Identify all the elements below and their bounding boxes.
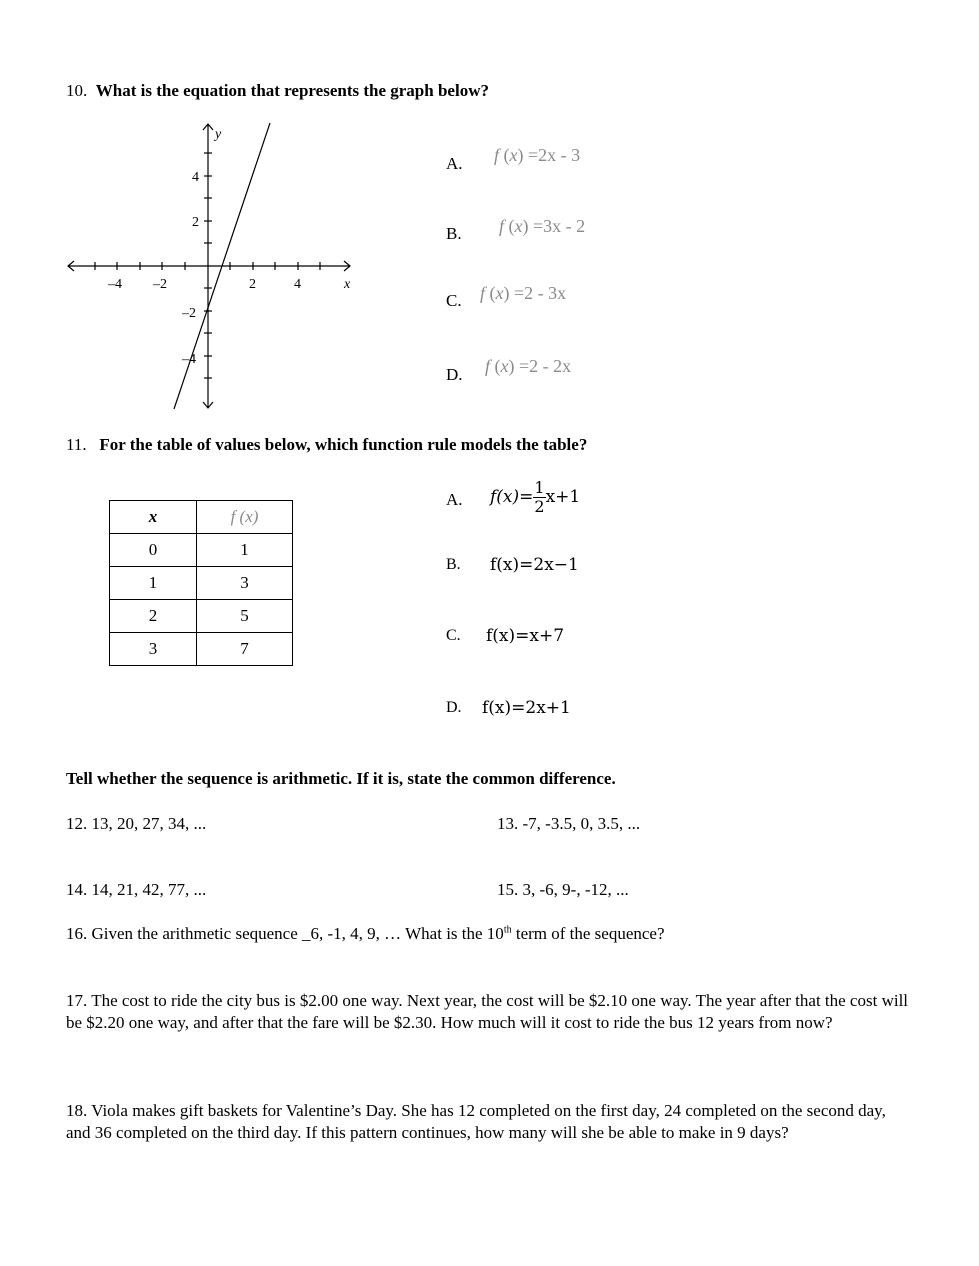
table-cell: 1 [110, 567, 197, 600]
q12-text: 12. 13, 20, 27, 34, ... [66, 814, 207, 833]
table-row [110, 567, 293, 600]
table-header-x: x [110, 501, 197, 534]
choice-letter: A. [446, 154, 463, 173]
choice-letter: D. [446, 699, 462, 716]
y-tick-label: –2 [182, 306, 196, 321]
q10-choice-a[interactable] [446, 154, 463, 174]
q17-text: 17. The cost to ride the city bus is $2.00 one way. Next year, the cost will be $2.10 one way. The year after that the cost will be $2.20 one way, and after that the fare will be $2.30. How much will it cost to ride the bus 12 years from now? [66, 991, 909, 1032]
q10-choice-b-equation: f (x) =3x - 2 [499, 216, 586, 236]
section-heading: Tell whether the sequence is arithmetic. If it is, state the common difference. [66, 769, 616, 788]
table-cell: 3 [197, 567, 293, 600]
choice-letter: C. [446, 291, 462, 310]
y-axis-label: y [215, 127, 222, 142]
q13-text: 13. -7, -3.5, 0, 3.5, ... [497, 814, 641, 833]
table-cell: 7 [197, 633, 293, 666]
q11-choice-a-equation: f(x)= $\frac{1}{2}$ x+1 [490, 478, 581, 516]
q10-choice-c[interactable] [446, 291, 462, 311]
q16-text: 16. Given the arithmetic sequence _6, -1, 4, 9, … What is the 10th term of the sequence? [66, 924, 665, 943]
q10-choice-b[interactable] [446, 224, 462, 244]
q11-number: 11. [66, 435, 87, 454]
q10-choice-d[interactable] [446, 365, 463, 385]
table-row [110, 534, 293, 567]
choice-letter: A. [446, 490, 463, 509]
q11-choice-d-equation: f(x)=2x+1 [482, 698, 571, 718]
q18-text: 18. Viola makes gift baskets for Valentine’s Day. She has 12 completed on the first day, 24 completed on the second day, and 36 completed on the third day. If this pattern continues, how many will she be able to make in 9 days? [66, 1101, 886, 1142]
q10-heading [66, 81, 489, 101]
table-cell: 2 [110, 600, 197, 633]
q11-choice-c-equation: f(x)=x+7 [486, 626, 565, 646]
y-tick-label: 2 [192, 215, 199, 230]
table-cell: 5 [197, 600, 293, 633]
q11-choice-d[interactable] [446, 699, 462, 717]
q11-choice-a[interactable] [446, 490, 463, 510]
q11-choice-b[interactable] [446, 556, 461, 574]
table-cell: 0 [110, 534, 197, 567]
q10-choice-d-equation: f (x) =2 - 2x [485, 356, 572, 376]
q10-choice-c-equation: f (x) =2 - 3x [480, 283, 567, 303]
q11-choice-c[interactable] [446, 627, 461, 645]
x-tick-label: 2 [249, 277, 256, 292]
q10-question: What is the equation that represents the graph below? [95, 81, 489, 100]
choice-letter: C. [446, 627, 461, 644]
table-header-row [110, 501, 293, 534]
y-tick-label: 4 [192, 170, 199, 185]
q14-text: 14. 14, 21, 42, 77, ... [66, 880, 207, 899]
table-cell: 1 [197, 534, 293, 567]
x-tick-label: –2 [153, 277, 167, 292]
q11-heading [66, 435, 587, 455]
q11-question: For the table of values below, which function rule models the table? [99, 435, 588, 454]
q15-text: 15. 3, -6, 9-, -12, ... [497, 880, 629, 899]
q10-graph [60, 118, 360, 418]
q10-number: 10. [66, 81, 88, 100]
superscript: th [503, 924, 512, 936]
fraction: $\frac{1}{2}$ [534, 478, 545, 516]
x-tick-label: –4 [108, 277, 122, 292]
x-tick-label: 4 [294, 277, 301, 292]
q10-choice-a-equation: f (x) =2x - 3 [494, 145, 581, 165]
choice-letter: B. [446, 224, 462, 243]
y-tick-label: –4 [182, 352, 196, 367]
q11-values-table [109, 500, 293, 666]
q11-choice-b-equation: f(x)=2x−1 [490, 555, 579, 575]
choice-letter: B. [446, 556, 461, 573]
x-axis-label: x [344, 277, 351, 292]
table-row [110, 633, 293, 666]
table-row [110, 600, 293, 633]
table-header-fx: f (x) [197, 501, 293, 534]
table-cell: 3 [110, 633, 197, 666]
choice-letter: D. [446, 365, 463, 384]
